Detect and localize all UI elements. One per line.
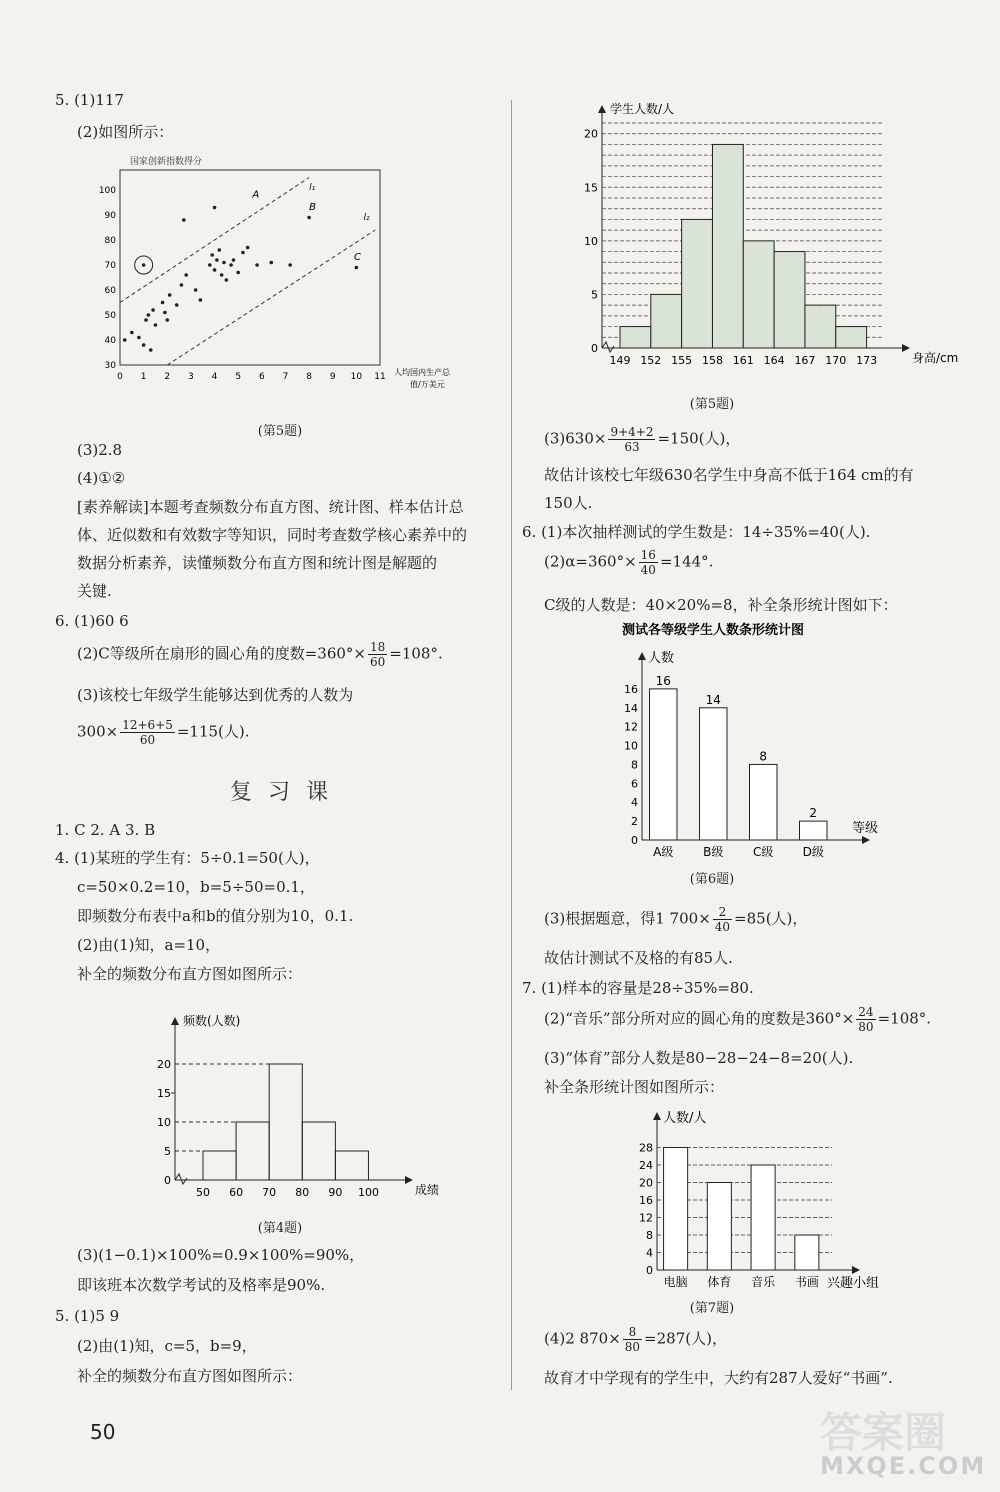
q6-3b-num: 12+6+5 [122,718,173,732]
r-q3-post: =150(人)， [657,429,741,448]
r-q7-2-post: =108°. [877,1009,932,1028]
bar-y-tick: 12 [624,720,638,734]
bar-y-tick: 0 [646,1264,653,1277]
analysis-text-1: 本题考查频数分布直方图、统计图、样本估计总 [148,498,464,516]
hist-y-tick: 10 [157,1116,171,1129]
scatter-point [232,258,236,262]
scatter-point [213,268,217,272]
hist-xlabel: 身高/cm [912,351,959,365]
bar-rect [795,1235,819,1270]
r-q7-5-num: 8 [623,1325,642,1340]
histogram-4 [55,995,505,1235]
bar-rect [751,1165,775,1270]
watermark-logo: 答案圈 [820,1408,947,1457]
bar-title: 测试各等级学生人数条形统计图 [622,623,805,638]
bar-x-tick: 电脑 [663,1275,688,1289]
scatter-point [165,318,169,322]
bar-x-arrow [852,1266,860,1274]
scatter-xlabel-1: 人均国内生产总 [394,368,450,377]
hist-x-tick: 149 [609,354,631,367]
q5-4: (4)①② [77,469,126,487]
hist-axis-break [175,1174,187,1184]
q6-3b-pre: 300× [77,722,119,741]
scatter-point [215,258,219,262]
watermark-url: MXQE.COM [820,1452,987,1480]
review-5-1: 5. (1)5 9 [55,1307,120,1325]
r-q7-5-den: 80 [624,1340,641,1354]
q6-2-post: =108°. [389,644,443,663]
histogram-4-caption: (第4题) [257,1221,303,1236]
q5-2: (2)如图所示： [77,123,174,141]
scatter-point [246,246,250,250]
r-q7-3: (3)“体育”部分人数是80−28−24−8=20(人). [544,1049,854,1067]
bar-chart-6 [562,620,962,890]
section-title: 复习课 [230,780,345,805]
hist-bar [335,1151,368,1180]
bar-y-tick: 0 [631,834,638,847]
hist-x-arrow [405,1176,413,1184]
review-4-4: (2)由(1)知，a=10， [77,936,221,954]
scatter-x-tick: 0 [117,372,123,382]
hist-bar [712,144,743,348]
hist-x-tick: 70 [262,1186,277,1199]
analysis-tag: 素养解读 [82,498,143,516]
r-q7-2-pre: (2)“音乐”部分所对应的圆心角的度数是360°× [544,1009,855,1028]
r-q7-5-pre: (4)2 870× [544,1329,621,1348]
review-5-2: (2)由(1)知，c=5，b=9， [77,1337,257,1355]
scatter-point [182,218,186,222]
review-4-3: 即频数分布表中a和b的值分别为10，0.1. [77,907,354,925]
scatter-x-tick: 8 [306,372,312,382]
histogram-5-caption: (第5题) [689,397,735,412]
scatter-point [154,323,158,327]
r-q3-pre: (3)630× [544,429,607,448]
r-q6-2-fraction [639,548,658,577]
scatter-point [161,301,165,305]
hist-bar [836,327,867,348]
bar-y-tick: 10 [624,739,638,753]
r-q7-5 [544,1325,727,1354]
hist-y-arrow [171,1017,179,1025]
scatter-title: 国家创新指数得分 [130,157,203,167]
r-q6-3: C级的人数是：40×20%=8，补全条形统计图如下： [544,596,898,614]
page-number: 50 [90,1420,116,1444]
scatter-point [213,206,217,210]
bar-y-tick: 8 [646,1229,653,1242]
histogram-4-svg [55,995,505,1210]
bar-chart-6-svg [562,620,962,860]
hist-y-tick: 0 [164,1174,171,1187]
bar-chart-6-caption: (第6题) [689,872,735,887]
hist-bar [743,241,774,348]
scatter-y-tick: 80 [104,236,116,246]
hist-xlabel: 成绩 [415,1183,440,1197]
scatter-x-tick: 1 [140,372,147,382]
hist-y-tick: 5 [591,288,598,302]
r-q3-3: 150人. [544,494,593,512]
r-q3-2: 故估计该校七年级630名学生中身高不低于164 cm的有 [544,466,914,484]
hist-x-tick: 100 [357,1186,379,1199]
hist-bar [774,252,805,348]
q6-3b [77,718,250,747]
hist-x-tick: 90 [328,1186,343,1199]
scatter-point [144,318,148,322]
hist-bar [269,1064,302,1180]
hist-y-arrow [598,105,606,113]
scatter-point [184,273,188,277]
bar-chart-7 [572,1105,972,1320]
r-q6-5: 故估计测试不及格的有85人. [544,949,733,967]
hist-bar [620,327,651,348]
r-q7-5-post: =287(人)， [644,1329,727,1348]
bar-y-arrow [638,652,646,660]
scatter-y-tick: 30 [104,361,116,371]
bar-ylabel: 人数/人 [663,1111,707,1126]
hist-y-tick: 5 [164,1145,171,1158]
r-q7-6: 故育才中学现有的学生中，大约有287人爱好“书画”. [544,1369,893,1387]
scatter-frame [120,170,380,365]
bar-y-tick: 8 [631,758,638,772]
r-q6-4-num: 2 [713,905,732,920]
bar-y-tick: 28 [639,1141,653,1155]
bar-y-tick: 16 [624,682,638,696]
q6-2-fraction [368,640,387,669]
scatter-x-tick: 3 [188,372,194,382]
hist-x-tick: 164 [763,354,785,367]
bar-rect [664,1148,688,1271]
bar-value-label: 8 [759,749,768,764]
scatter-point [220,273,224,277]
r-q6-4-post: =85(人)， [734,909,808,928]
scatter-point [142,343,146,347]
bar-value-label: 16 [655,673,671,688]
hist-y-tick: 10 [584,234,598,248]
hist-x-tick: 173 [856,354,878,367]
r-q6-2-pre: (2)α=360°× [544,552,637,571]
scatter-x-tick: 11 [374,372,386,382]
r-q6-2-post: =144°. [659,552,714,571]
q6-3b-den: 60 [139,733,156,747]
r-q3-num: 9+4+2 [610,425,654,439]
scatter-point [241,251,245,255]
bar-chart-7-svg [572,1105,972,1295]
scatter-point [255,263,259,267]
scatter-point [269,261,273,265]
q6-2-pre: (2)C等级所在扇形的圆心角的度数=360°× [77,644,366,663]
r-q6-1: 6. (1)本次抽样测试的学生数是：14÷35%=40(人). [522,523,871,541]
r-q7-2-den: 80 [858,1020,874,1034]
hist-bar [203,1151,236,1180]
hist-ylabel: 学生人数/人 [610,102,675,116]
r-q6-4-den: 40 [714,920,731,934]
scatter-y-tick: 70 [104,261,116,271]
hist-x-tick: 155 [671,354,693,367]
q5-1: 5. (1)117 [55,91,124,109]
hist-y-tick: 0 [591,342,598,355]
bar-rect [750,764,778,840]
bar-y-tick: 4 [646,1246,653,1260]
hist-y-tick: 20 [157,1058,171,1071]
bar-y-tick: 2 [631,815,638,829]
hist-axis-break [602,342,614,352]
bar-x-tick: 音乐 [751,1275,776,1289]
scatter-x-tick: 4 [211,372,218,382]
bar-x-tick: D级 [802,845,824,859]
scatter-y-tick: 50 [104,311,116,321]
scatter-caption: (第5题) [257,424,303,439]
analysis-line-4: 关键. [77,582,112,600]
bar-y-tick: 24 [639,1159,653,1172]
hist-ylabel: 频数(人数) [183,1014,241,1028]
scatter-point [130,331,134,335]
bar-y-tick: 12 [639,1211,653,1225]
scatter-y-tick: 40 [104,336,116,346]
r-q7-1: 7. (1)样本的容量是28÷35%=80. [522,979,754,997]
scatter-x-tick: 2 [164,372,171,382]
bar-x-tick: C级 [753,845,774,859]
bar-value-label: 2 [809,806,818,821]
scatter-point [175,303,179,307]
review-4-6: (3)(1−0.1)×100%=0.9×100%=90%， [77,1246,365,1264]
scatter-label-l1: l₁ [309,183,316,193]
scatter-point [208,263,212,267]
q6-1: 6. (1)60 6 [55,612,129,630]
q6-3: (3)该校七年级学生能够达到优秀的人数为 [77,686,354,704]
q6-2-num: 18 [370,640,386,654]
scatter-point [222,261,226,265]
hist-x-tick: 50 [196,1186,210,1199]
bar-y-arrow [653,1112,661,1120]
scatter-point [149,348,153,352]
bar-x-tick: 体育 [707,1275,732,1289]
column-divider [511,100,512,1390]
scatter-y-tick: 60 [104,286,116,296]
scatter-line-l1 [120,178,309,303]
bar-rect [700,708,728,840]
scatter-x-tick: 10 [350,372,363,382]
hist-y-tick: 15 [157,1087,171,1100]
bar-x-arrow [862,836,870,844]
q6-3b-fraction [120,718,175,747]
scatter-point [199,298,203,302]
scatter-point [163,311,167,315]
hist-y-tick: 20 [584,127,598,141]
scatter-label-B: B [309,202,316,213]
scatter-point [123,338,127,342]
bar-y-tick: 20 [639,1176,653,1190]
r-q6-4-pre: (3)根据题意，得1 700× [544,909,711,928]
analysis-line-2: 体、近似数和有效数字等知识，同时考查数学核心素养中的 [77,526,468,544]
hist-x-tick: 161 [732,354,754,367]
scatter-svg [55,150,505,410]
bar-y-tick: 14 [624,701,638,715]
bar-value-label: 14 [705,692,721,707]
q5-3: (3)2.8 [77,441,123,459]
analysis-line-3: 数据分析素养，读懂频数分布直方图和统计图是解题的 [77,554,438,572]
review-4-5: 补全的频数分布直方图如图所示： [77,965,303,983]
r-q7-2-fraction [856,1005,875,1034]
histogram-5 [562,88,972,428]
r-q6-4 [544,905,807,934]
r-q7-2 [544,1005,931,1034]
review-1: 1. C 2. A 3. B [55,821,156,839]
scatter-point [225,278,229,282]
q6-3b-post: =115(人). [176,722,250,741]
hist-bar [302,1122,335,1180]
scatter-point [147,313,151,317]
r-q7-5-fraction [623,1325,642,1354]
hist-x-tick: 152 [640,354,662,367]
r-q3 [544,425,740,454]
scatter-point [210,253,214,257]
scatter-y-tick: 90 [104,211,116,221]
bar-x-tick: B级 [703,845,724,859]
scatter-point [307,216,311,220]
hist-bar [682,219,713,348]
bar-xlabel: 等级 [852,821,879,836]
scatter-x-tick: 6 [258,372,265,382]
hist-y-tick: 15 [584,181,598,195]
bar-ylabel: 人数 [648,651,675,666]
review-4-2: c=50×0.2=10，b=5÷50=0.1， [77,878,315,896]
hist-bar [805,305,836,348]
scatter-label-A: A [252,189,260,201]
scatter-point [217,248,221,252]
bar-chart-7-caption: (第7题) [689,1301,735,1316]
r-q3-den: 63 [624,440,640,454]
scatter-point [355,266,359,270]
scatter-point [288,263,292,267]
r-q6-2 [544,548,713,577]
hist-x-tick: 158 [701,354,723,367]
q6-2 [77,640,443,669]
scatter-point [151,308,155,312]
scatter-label-l2: l₂ [363,213,370,223]
hist-x-arrow [902,344,910,352]
analysis-line-1: [素养解读]本题考查频数分布直方图、统计图、样本估计总 [77,498,464,516]
q6-2-den: 60 [370,655,386,669]
hist-bar [236,1122,269,1180]
scatter-y-tick: 100 [98,186,116,196]
scatter-point [137,336,141,340]
review-4-7: 即该班本次数学考试的及格率是90%. [77,1276,326,1294]
bar-rect [650,689,678,840]
scatter-chart [55,150,505,440]
bar-rect [707,1183,731,1271]
bar-y-tick: 16 [639,1194,653,1207]
scatter-circled-point [142,263,146,267]
bar-rect [800,821,828,840]
scatter-point [229,263,233,267]
scatter-point [168,293,172,297]
histogram-5-svg [562,88,972,388]
scatter-x-tick: 7 [282,372,289,382]
r-q6-4-fraction [713,905,732,934]
scatter-xlabel-2: 值/万美元 [410,380,445,389]
review-4-1: 4. (1)某班的学生有：5÷0.1=50(人)， [55,849,320,867]
hist-x-tick: 60 [229,1186,244,1199]
bar-xlabel: 兴趣小组 [827,1276,880,1291]
scatter-label-C: C [354,252,361,263]
hist-x-tick: 167 [794,354,816,367]
r-q7-2-num: 24 [858,1005,874,1019]
scatter-point [180,283,184,287]
bar-y-tick: 6 [631,777,638,791]
bar-x-tick: 书画 [794,1275,819,1289]
r-q3-fraction [608,425,655,454]
scatter-x-tick: 9 [329,372,336,382]
r-q6-2-den: 40 [640,563,656,577]
scatter-x-tick: 5 [235,372,242,382]
hist-bar [651,294,682,348]
review-5-3: 补全的频数分布直方图如图所示： [77,1367,303,1385]
bar-y-tick: 4 [631,796,638,810]
scatter-point [194,288,198,292]
r-q7-4: 补全条形统计图如图所示： [544,1078,725,1096]
bar-x-tick: A级 [653,845,674,859]
r-q6-2-num: 16 [640,548,656,562]
hist-x-tick: 80 [295,1186,310,1199]
hist-x-tick: 170 [825,354,847,367]
scatter-point [236,271,240,275]
